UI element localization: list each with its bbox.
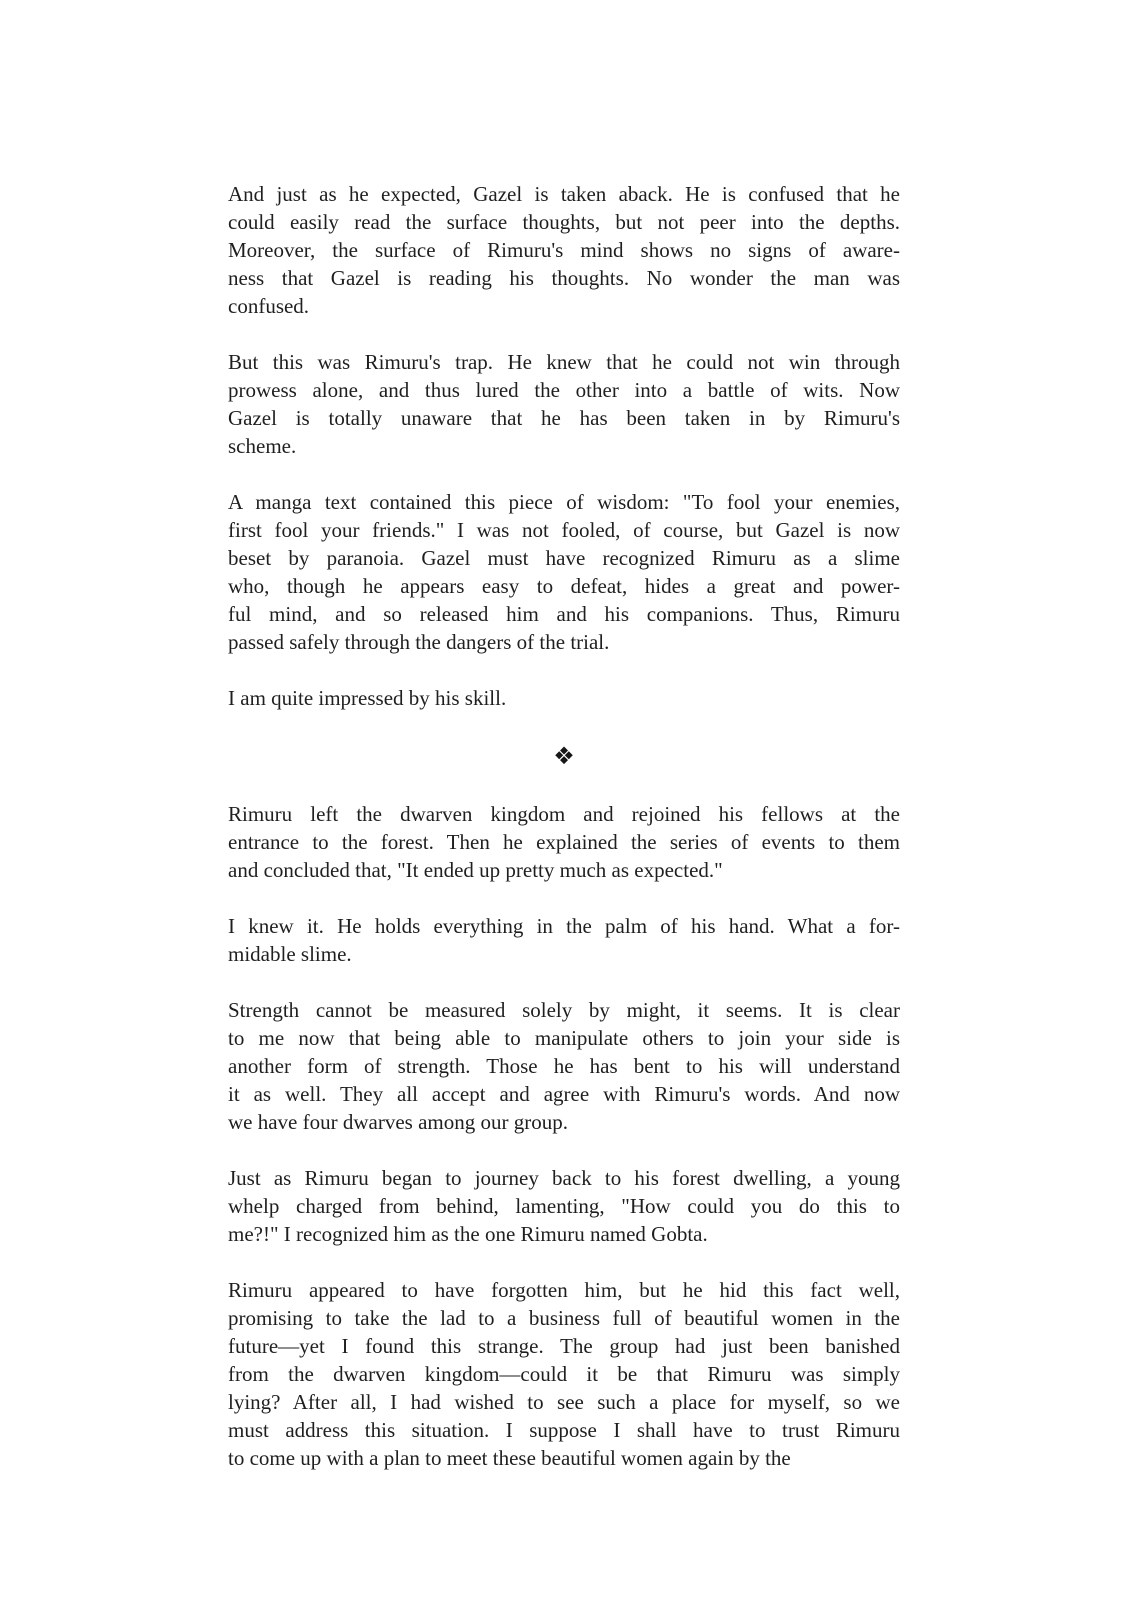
- paragraph-line: I knew it. He holds everything in the palm of his hand. What a for-: [228, 914, 900, 938]
- paragraph-line: And just as he expected, Gazel is taken aback. He is confused that he: [228, 182, 900, 206]
- paragraph-line: Rimuru appeared to have forgotten him, but he hid this fact well,: [228, 1278, 900, 1302]
- paragraph-line: promising to take the lad to a business full of beautiful women in the: [228, 1306, 900, 1330]
- paragraph: [228, 180, 900, 320]
- paragraph-line: I am quite impressed by his skill.: [228, 686, 507, 710]
- paragraph-line: me?!" I recognized him as the one Rimuru named Gobta.: [228, 1222, 708, 1246]
- paragraph: [228, 348, 900, 460]
- paragraph: [228, 800, 900, 884]
- paragraph: [228, 1164, 900, 1248]
- section-divider-icon: ❖: [553, 742, 575, 770]
- paragraph-line: ness that Gazel is reading his thoughts. No wonder the man was: [228, 266, 900, 290]
- paragraph-line: future—yet I found this strange. The group had just been banished: [228, 1334, 900, 1358]
- paragraph: [228, 684, 900, 712]
- paragraph: [228, 1276, 900, 1472]
- paragraph-line: scheme.: [228, 434, 297, 458]
- paragraph-line: Gazel is totally unaware that he has been taken in by Rimuru's: [228, 406, 900, 430]
- paragraph-line: from the dwarven kingdom—could it be that Rimuru was simply: [228, 1362, 900, 1386]
- paragraph-line: who, though he appears easy to defeat, hides a great and power-: [228, 574, 900, 598]
- paragraph: [228, 996, 900, 1136]
- paragraph-line: another form of strength. Those he has bent to his will understand: [228, 1054, 900, 1078]
- paragraph-line: to come up with a plan to meet these beautiful women again by the: [228, 1446, 791, 1470]
- paragraph-line: Rimuru left the dwarven kingdom and rejoined his fellows at the: [228, 802, 900, 826]
- paragraph-line: to me now that being able to manipulate others to join your side is: [228, 1026, 900, 1050]
- paragraph-line: we have four dwarves among our group.: [228, 1110, 568, 1134]
- paragraph-line: Moreover, the surface of Rimuru's mind shows no signs of aware-: [228, 238, 900, 262]
- paragraph: [228, 912, 900, 968]
- paragraph-line: confused.: [228, 294, 310, 318]
- paragraph-line: Just as Rimuru began to journey back to his forest dwelling, a young: [228, 1166, 900, 1190]
- paragraph-line: lying? After all, I had wished to see such a place for myself, so we: [228, 1390, 900, 1414]
- paragraph-line: Strength cannot be measured solely by might, it seems. It is clear: [228, 998, 900, 1022]
- paragraph-line: beset by paranoia. Gazel must have recognized Rimuru as a slime: [228, 546, 900, 570]
- paragraph-line: it as well. They all accept and agree with Rimuru's words. And now: [228, 1082, 900, 1106]
- paragraph-line: whelp charged from behind, lamenting, "How could you do this to: [228, 1194, 900, 1218]
- paragraph-line: midable slime.: [228, 942, 352, 966]
- paragraph-line: ful mind, and so released him and his companions. Thus, Rimuru: [228, 602, 900, 626]
- paragraph-line: entrance to the forest. Then he explained the series of events to them: [228, 830, 900, 854]
- paragraph: [228, 488, 900, 656]
- paragraph-line: must address this situation. I suppose I shall have to trust Rimuru: [228, 1418, 900, 1442]
- page-body: [228, 180, 900, 1500]
- paragraph-line: and concluded that, "It ended up pretty much as expected.": [228, 858, 723, 882]
- paragraph-line: prowess alone, and thus lured the other into a battle of wits. Now: [228, 378, 900, 402]
- paragraph-line: first fool your friends." I was not fooled, of course, but Gazel is now: [228, 518, 900, 542]
- paragraph-line: But this was Rimuru's trap. He knew that he could not win through: [228, 350, 900, 374]
- paragraph-line: could easily read the surface thoughts, but not peer into the depths.: [228, 210, 900, 234]
- paragraph-line: passed safely through the dangers of the trial.: [228, 630, 610, 654]
- paragraph-line: A manga text contained this piece of wisdom: "To fool your enemies,: [228, 490, 900, 514]
